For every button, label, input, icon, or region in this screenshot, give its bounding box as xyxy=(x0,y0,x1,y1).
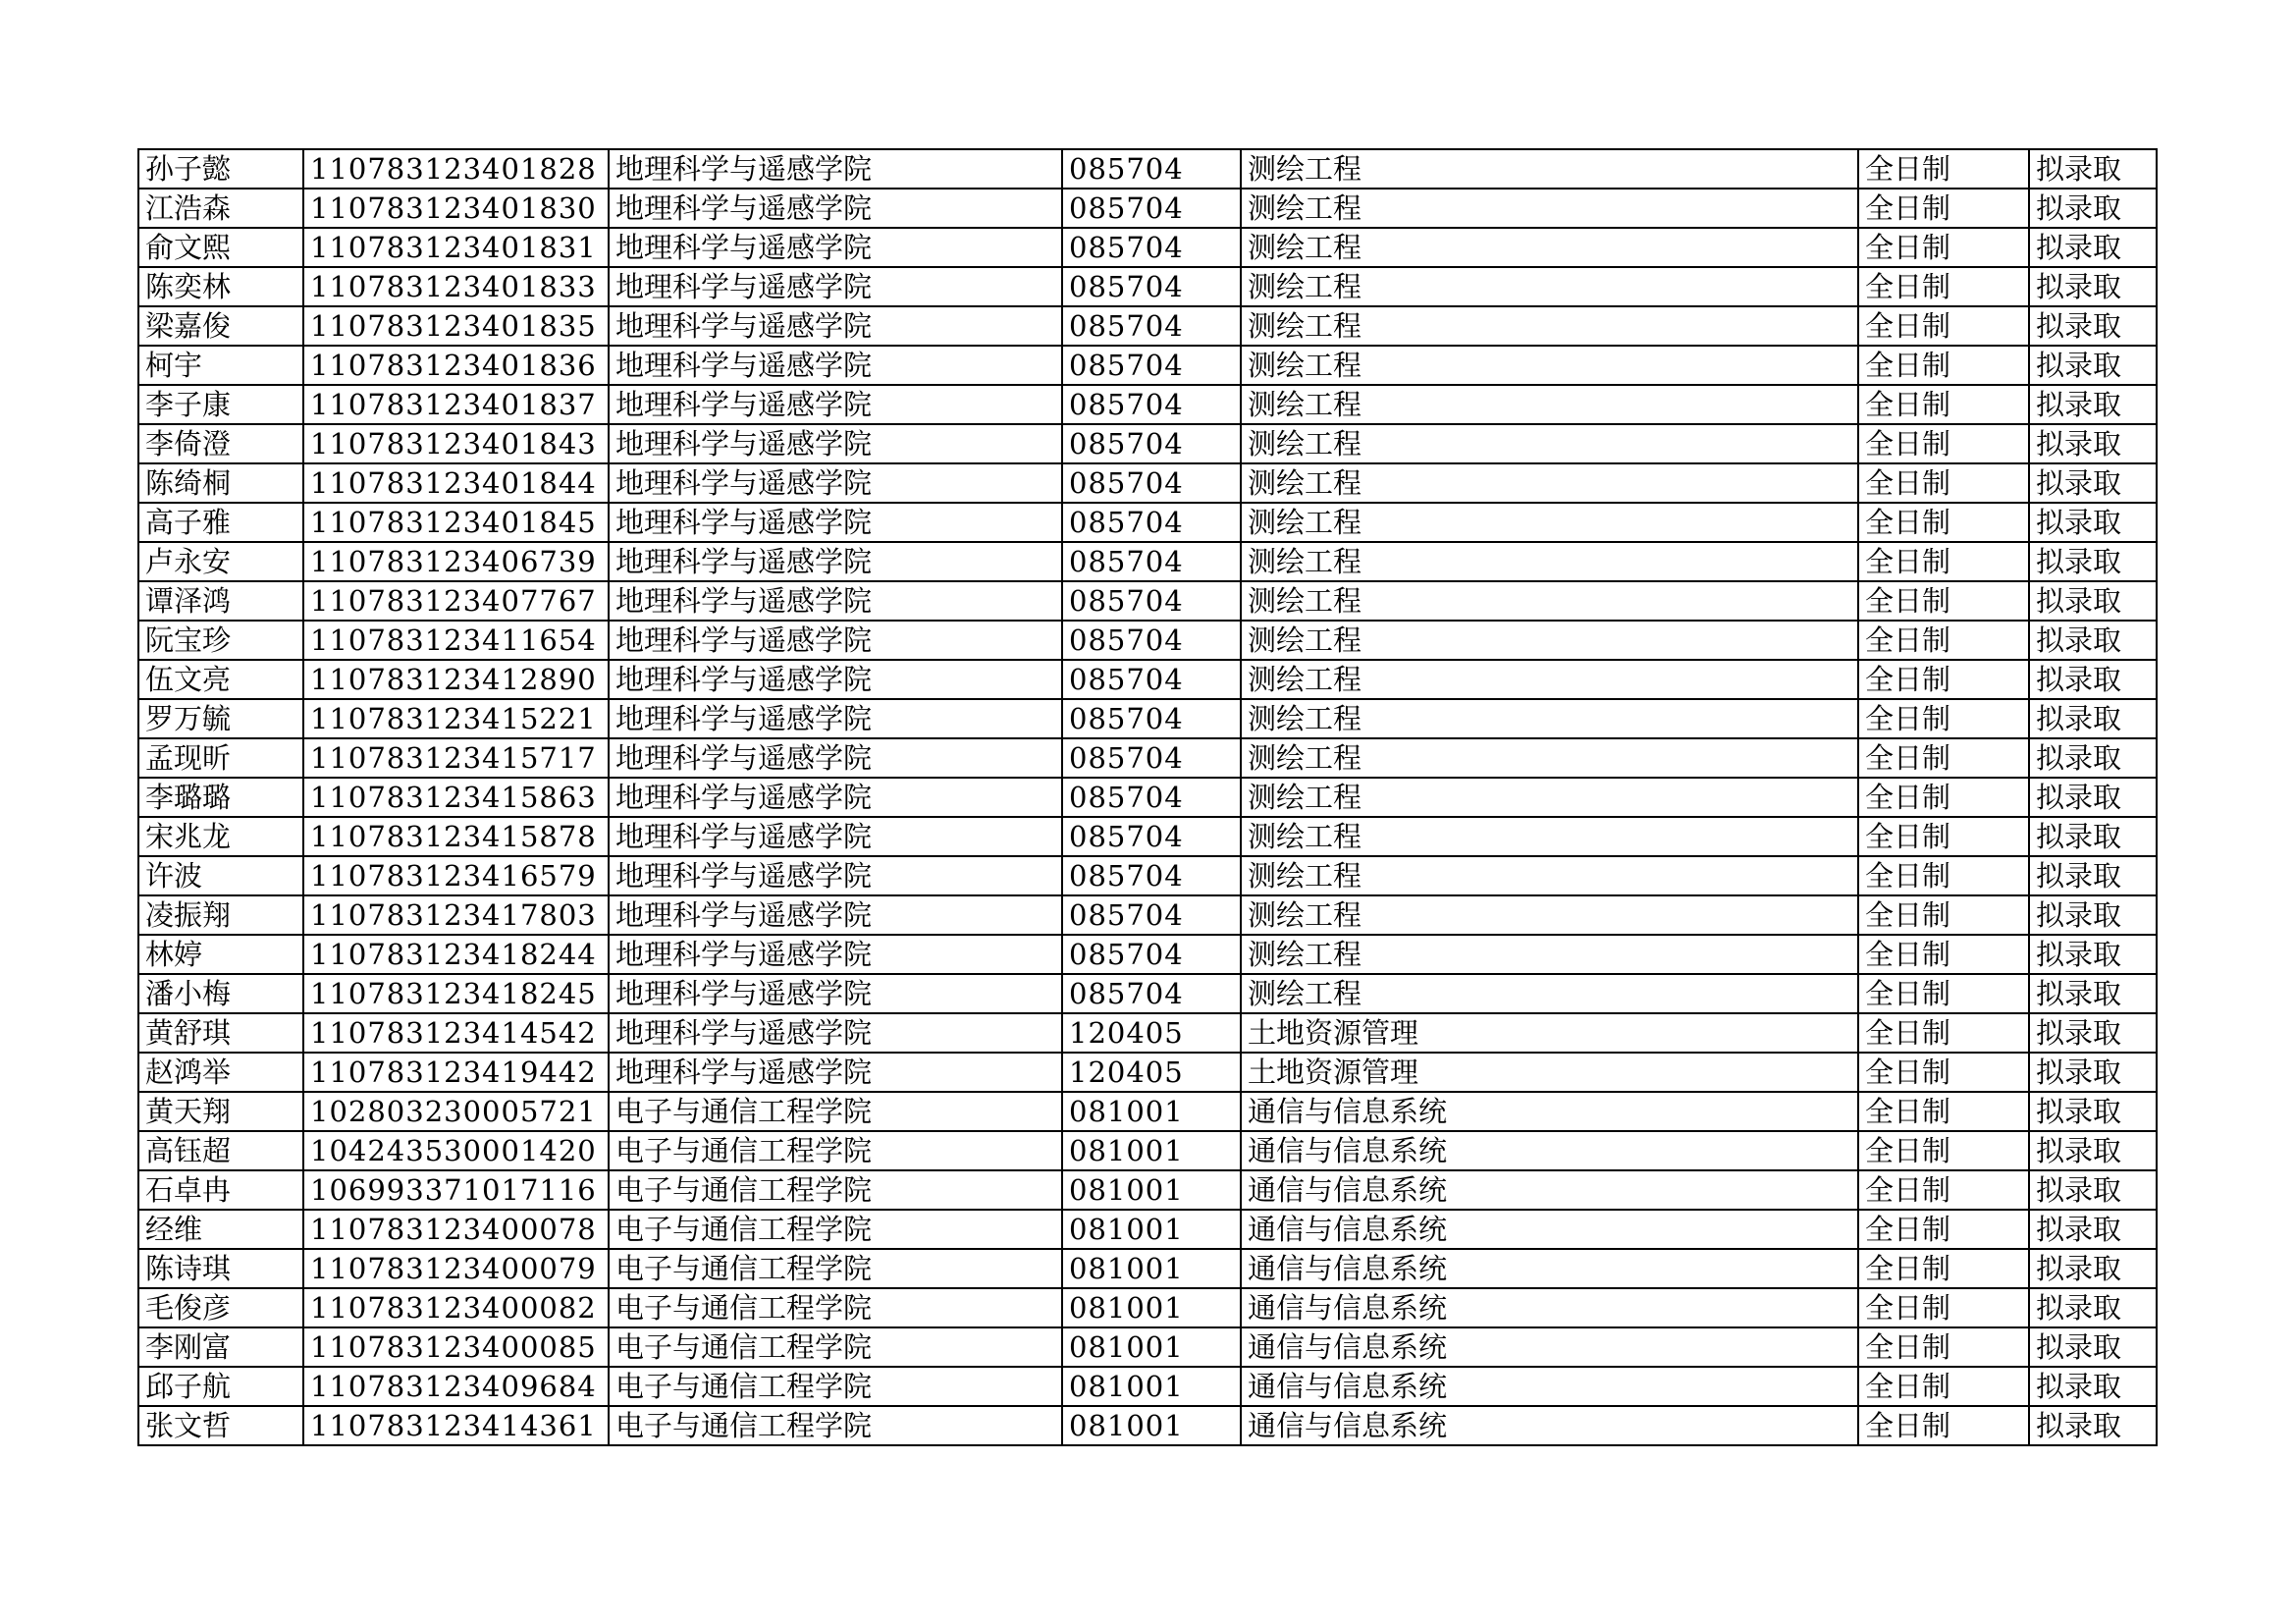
cell-exam-id: 110783123406739 xyxy=(303,542,609,581)
cell-name: 经维 xyxy=(138,1210,303,1249)
cell-college: 地理科学与遥感学院 xyxy=(609,385,1062,424)
cell-major-code: 085704 xyxy=(1062,503,1241,542)
cell-major-code: 085704 xyxy=(1062,974,1241,1013)
cell-status: 拟录取 xyxy=(2029,778,2157,817)
cell-major: 测绘工程 xyxy=(1241,228,1858,267)
cell-college: 地理科学与遥感学院 xyxy=(609,856,1062,895)
cell-status: 拟录取 xyxy=(2029,149,2157,189)
cell-status: 拟录取 xyxy=(2029,267,2157,306)
cell-major: 通信与信息系统 xyxy=(1241,1131,1858,1170)
cell-major: 通信与信息系统 xyxy=(1241,1367,1858,1406)
cell-major-code: 085704 xyxy=(1062,542,1241,581)
cell-major: 土地资源管理 xyxy=(1241,1053,1858,1092)
table-row xyxy=(138,267,2157,306)
cell-major-code: 081001 xyxy=(1062,1288,1241,1327)
cell-name: 宋兆龙 xyxy=(138,817,303,856)
cell-study-mode: 全日制 xyxy=(1858,1013,2029,1053)
cell-exam-id: 110783123416579 xyxy=(303,856,609,895)
table-row xyxy=(138,974,2157,1013)
table-row xyxy=(138,346,2157,385)
cell-exam-id: 110783123409684 xyxy=(303,1367,609,1406)
table-row xyxy=(138,463,2157,503)
cell-study-mode: 全日制 xyxy=(1858,1327,2029,1367)
cell-major-code: 081001 xyxy=(1062,1367,1241,1406)
cell-college: 地理科学与遥感学院 xyxy=(609,621,1062,660)
cell-study-mode: 全日制 xyxy=(1858,542,2029,581)
cell-study-mode: 全日制 xyxy=(1858,1053,2029,1092)
cell-major-code: 081001 xyxy=(1062,1170,1241,1210)
cell-study-mode: 全日制 xyxy=(1858,935,2029,974)
cell-college: 地理科学与遥感学院 xyxy=(609,503,1062,542)
cell-name: 凌振翔 xyxy=(138,895,303,935)
table-row xyxy=(138,1131,2157,1170)
cell-major: 通信与信息系统 xyxy=(1241,1210,1858,1249)
cell-name: 许波 xyxy=(138,856,303,895)
cell-major: 测绘工程 xyxy=(1241,660,1858,699)
table-row xyxy=(138,424,2157,463)
cell-major: 测绘工程 xyxy=(1241,189,1858,228)
cell-college: 电子与通信工程学院 xyxy=(609,1406,1062,1445)
cell-status: 拟录取 xyxy=(2029,856,2157,895)
cell-major: 测绘工程 xyxy=(1241,699,1858,738)
cell-name: 陈绮桐 xyxy=(138,463,303,503)
admission-table xyxy=(137,148,2158,1446)
table-row xyxy=(138,306,2157,346)
cell-college: 地理科学与遥感学院 xyxy=(609,149,1062,189)
cell-study-mode: 全日制 xyxy=(1858,660,2029,699)
cell-college: 地理科学与遥感学院 xyxy=(609,542,1062,581)
cell-college: 电子与通信工程学院 xyxy=(609,1131,1062,1170)
cell-status: 拟录取 xyxy=(2029,1406,2157,1445)
cell-exam-id: 110783123401835 xyxy=(303,306,609,346)
cell-exam-id: 110783123400082 xyxy=(303,1288,609,1327)
cell-study-mode: 全日制 xyxy=(1858,424,2029,463)
cell-exam-id: 110783123401843 xyxy=(303,424,609,463)
cell-major: 通信与信息系统 xyxy=(1241,1092,1858,1131)
cell-college: 地理科学与遥感学院 xyxy=(609,581,1062,621)
cell-college: 电子与通信工程学院 xyxy=(609,1170,1062,1210)
cell-exam-id: 104243530001420 xyxy=(303,1131,609,1170)
cell-major-code: 085704 xyxy=(1062,228,1241,267)
cell-study-mode: 全日制 xyxy=(1858,346,2029,385)
table-row xyxy=(138,1288,2157,1327)
cell-major-code: 085704 xyxy=(1062,778,1241,817)
cell-major-code: 081001 xyxy=(1062,1327,1241,1367)
cell-status: 拟录取 xyxy=(2029,817,2157,856)
cell-major: 测绘工程 xyxy=(1241,895,1858,935)
cell-study-mode: 全日制 xyxy=(1858,699,2029,738)
cell-study-mode: 全日制 xyxy=(1858,1210,2029,1249)
cell-study-mode: 全日制 xyxy=(1858,581,2029,621)
cell-status: 拟录取 xyxy=(2029,346,2157,385)
cell-status: 拟录取 xyxy=(2029,738,2157,778)
cell-status: 拟录取 xyxy=(2029,1288,2157,1327)
cell-name: 柯宇 xyxy=(138,346,303,385)
table-row xyxy=(138,660,2157,699)
cell-major: 测绘工程 xyxy=(1241,346,1858,385)
cell-exam-id: 110783123401845 xyxy=(303,503,609,542)
cell-status: 拟录取 xyxy=(2029,1092,2157,1131)
cell-major: 通信与信息系统 xyxy=(1241,1170,1858,1210)
cell-major: 通信与信息系统 xyxy=(1241,1406,1858,1445)
cell-study-mode: 全日制 xyxy=(1858,1092,2029,1131)
table-row xyxy=(138,778,2157,817)
cell-name: 陈诗琪 xyxy=(138,1249,303,1288)
table-row xyxy=(138,856,2157,895)
cell-major-code: 120405 xyxy=(1062,1053,1241,1092)
cell-exam-id: 110783123401844 xyxy=(303,463,609,503)
cell-major-code: 085704 xyxy=(1062,385,1241,424)
cell-name: 张文哲 xyxy=(138,1406,303,1445)
cell-name: 李刚富 xyxy=(138,1327,303,1367)
cell-study-mode: 全日制 xyxy=(1858,189,2029,228)
cell-study-mode: 全日制 xyxy=(1858,149,2029,189)
cell-college: 地理科学与遥感学院 xyxy=(609,228,1062,267)
cell-study-mode: 全日制 xyxy=(1858,385,2029,424)
cell-name: 李子康 xyxy=(138,385,303,424)
table-row xyxy=(138,503,2157,542)
cell-exam-id: 106993371017116 xyxy=(303,1170,609,1210)
cell-major: 测绘工程 xyxy=(1241,974,1858,1013)
cell-study-mode: 全日制 xyxy=(1858,306,2029,346)
cell-status: 拟录取 xyxy=(2029,974,2157,1013)
cell-study-mode: 全日制 xyxy=(1858,463,2029,503)
cell-status: 拟录取 xyxy=(2029,385,2157,424)
cell-status: 拟录取 xyxy=(2029,699,2157,738)
cell-college: 地理科学与遥感学院 xyxy=(609,778,1062,817)
cell-name: 毛俊彦 xyxy=(138,1288,303,1327)
cell-name: 潘小梅 xyxy=(138,974,303,1013)
cell-name: 谭泽鸿 xyxy=(138,581,303,621)
cell-college: 电子与通信工程学院 xyxy=(609,1092,1062,1131)
cell-major: 测绘工程 xyxy=(1241,463,1858,503)
cell-name: 黄天翔 xyxy=(138,1092,303,1131)
cell-exam-id: 110783123412890 xyxy=(303,660,609,699)
cell-name: 石卓冉 xyxy=(138,1170,303,1210)
cell-exam-id: 110783123415878 xyxy=(303,817,609,856)
table-row xyxy=(138,935,2157,974)
cell-major-code: 085704 xyxy=(1062,149,1241,189)
cell-college: 地理科学与遥感学院 xyxy=(609,974,1062,1013)
cell-major-code: 085704 xyxy=(1062,424,1241,463)
cell-major: 测绘工程 xyxy=(1241,503,1858,542)
cell-study-mode: 全日制 xyxy=(1858,738,2029,778)
cell-exam-id: 110783123401833 xyxy=(303,267,609,306)
cell-exam-id: 110783123411654 xyxy=(303,621,609,660)
table-row xyxy=(138,817,2157,856)
cell-major-code: 085704 xyxy=(1062,463,1241,503)
cell-major: 通信与信息系统 xyxy=(1241,1327,1858,1367)
cell-study-mode: 全日制 xyxy=(1858,974,2029,1013)
cell-name: 俞文熙 xyxy=(138,228,303,267)
table-row xyxy=(138,621,2157,660)
cell-college: 电子与通信工程学院 xyxy=(609,1288,1062,1327)
cell-study-mode: 全日制 xyxy=(1858,1170,2029,1210)
cell-study-mode: 全日制 xyxy=(1858,1288,2029,1327)
cell-study-mode: 全日制 xyxy=(1858,1131,2029,1170)
cell-major-code: 085704 xyxy=(1062,621,1241,660)
table-row xyxy=(138,228,2157,267)
cell-exam-id: 110783123418245 xyxy=(303,974,609,1013)
cell-major: 测绘工程 xyxy=(1241,267,1858,306)
table-row xyxy=(138,1092,2157,1131)
cell-major: 测绘工程 xyxy=(1241,856,1858,895)
cell-status: 拟录取 xyxy=(2029,660,2157,699)
cell-major-code: 085704 xyxy=(1062,346,1241,385)
cell-status: 拟录取 xyxy=(2029,895,2157,935)
cell-college: 地理科学与遥感学院 xyxy=(609,1013,1062,1053)
cell-major-code: 081001 xyxy=(1062,1131,1241,1170)
cell-major-code: 120405 xyxy=(1062,1013,1241,1053)
cell-college: 地理科学与遥感学院 xyxy=(609,267,1062,306)
cell-status: 拟录取 xyxy=(2029,621,2157,660)
cell-major-code: 081001 xyxy=(1062,1249,1241,1288)
cell-status: 拟录取 xyxy=(2029,503,2157,542)
cell-name: 陈奕林 xyxy=(138,267,303,306)
cell-major-code: 085704 xyxy=(1062,738,1241,778)
cell-study-mode: 全日制 xyxy=(1858,228,2029,267)
cell-college: 地理科学与遥感学院 xyxy=(609,463,1062,503)
cell-name: 赵鸿举 xyxy=(138,1053,303,1092)
cell-college: 地理科学与遥感学院 xyxy=(609,189,1062,228)
cell-name: 江浩森 xyxy=(138,189,303,228)
cell-status: 拟录取 xyxy=(2029,1170,2157,1210)
cell-major: 测绘工程 xyxy=(1241,542,1858,581)
cell-major: 测绘工程 xyxy=(1241,424,1858,463)
cell-name: 孙子懿 xyxy=(138,149,303,189)
cell-exam-id: 102803230005721 xyxy=(303,1092,609,1131)
cell-major-code: 081001 xyxy=(1062,1210,1241,1249)
cell-college: 地理科学与遥感学院 xyxy=(609,895,1062,935)
table-row xyxy=(138,581,2157,621)
table-row xyxy=(138,1406,2157,1445)
table-row xyxy=(138,738,2157,778)
cell-exam-id: 110783123414542 xyxy=(303,1013,609,1053)
cell-major: 测绘工程 xyxy=(1241,935,1858,974)
cell-name: 卢永安 xyxy=(138,542,303,581)
cell-status: 拟录取 xyxy=(2029,1367,2157,1406)
cell-study-mode: 全日制 xyxy=(1858,503,2029,542)
cell-study-mode: 全日制 xyxy=(1858,817,2029,856)
cell-college: 地理科学与遥感学院 xyxy=(609,346,1062,385)
cell-name: 邱子航 xyxy=(138,1367,303,1406)
table-row xyxy=(138,1249,2157,1288)
cell-exam-id: 110783123400078 xyxy=(303,1210,609,1249)
table-row xyxy=(138,1013,2157,1053)
cell-college: 地理科学与遥感学院 xyxy=(609,699,1062,738)
table-row xyxy=(138,1053,2157,1092)
cell-college: 地理科学与遥感学院 xyxy=(609,1053,1062,1092)
cell-college: 地理科学与遥感学院 xyxy=(609,424,1062,463)
cell-status: 拟录取 xyxy=(2029,463,2157,503)
cell-status: 拟录取 xyxy=(2029,1327,2157,1367)
cell-name: 李倚澄 xyxy=(138,424,303,463)
table-row xyxy=(138,149,2157,189)
cell-exam-id: 110783123407767 xyxy=(303,581,609,621)
cell-study-mode: 全日制 xyxy=(1858,1249,2029,1288)
cell-exam-id: 110783123401830 xyxy=(303,189,609,228)
cell-name: 梁嘉俊 xyxy=(138,306,303,346)
cell-status: 拟录取 xyxy=(2029,1013,2157,1053)
cell-major: 测绘工程 xyxy=(1241,306,1858,346)
cell-status: 拟录取 xyxy=(2029,424,2157,463)
cell-major-code: 085704 xyxy=(1062,660,1241,699)
cell-study-mode: 全日制 xyxy=(1858,1406,2029,1445)
cell-college: 电子与通信工程学院 xyxy=(609,1249,1062,1288)
table-row xyxy=(138,189,2157,228)
cell-exam-id: 110783123418244 xyxy=(303,935,609,974)
cell-major-code: 085704 xyxy=(1062,935,1241,974)
cell-study-mode: 全日制 xyxy=(1858,778,2029,817)
cell-exam-id: 110783123415221 xyxy=(303,699,609,738)
cell-name: 李璐璐 xyxy=(138,778,303,817)
cell-major: 测绘工程 xyxy=(1241,621,1858,660)
cell-college: 地理科学与遥感学院 xyxy=(609,935,1062,974)
cell-college: 电子与通信工程学院 xyxy=(609,1367,1062,1406)
cell-status: 拟录取 xyxy=(2029,1210,2157,1249)
cell-college: 地理科学与遥感学院 xyxy=(609,306,1062,346)
table-row xyxy=(138,542,2157,581)
cell-major: 土地资源管理 xyxy=(1241,1013,1858,1053)
table-row xyxy=(138,1210,2157,1249)
cell-name: 高钰超 xyxy=(138,1131,303,1170)
cell-college: 电子与通信工程学院 xyxy=(609,1210,1062,1249)
cell-college: 地理科学与遥感学院 xyxy=(609,817,1062,856)
cell-major-code: 081001 xyxy=(1062,1406,1241,1445)
cell-exam-id: 110783123401836 xyxy=(303,346,609,385)
cell-major-code: 085704 xyxy=(1062,189,1241,228)
cell-status: 拟录取 xyxy=(2029,1053,2157,1092)
cell-exam-id: 110783123419442 xyxy=(303,1053,609,1092)
cell-name: 罗万毓 xyxy=(138,699,303,738)
table-row xyxy=(138,895,2157,935)
cell-study-mode: 全日制 xyxy=(1858,856,2029,895)
cell-major-code: 085704 xyxy=(1062,699,1241,738)
cell-status: 拟录取 xyxy=(2029,935,2157,974)
cell-major-code: 085704 xyxy=(1062,856,1241,895)
cell-exam-id: 110783123401837 xyxy=(303,385,609,424)
cell-major-code: 085704 xyxy=(1062,895,1241,935)
table-row xyxy=(138,1327,2157,1367)
table-body xyxy=(138,149,2157,1445)
cell-name: 孟现昕 xyxy=(138,738,303,778)
cell-exam-id: 110783123400085 xyxy=(303,1327,609,1367)
cell-name: 伍文亮 xyxy=(138,660,303,699)
cell-study-mode: 全日制 xyxy=(1858,267,2029,306)
table-row xyxy=(138,1367,2157,1406)
cell-exam-id: 110783123401831 xyxy=(303,228,609,267)
cell-status: 拟录取 xyxy=(2029,306,2157,346)
cell-status: 拟录取 xyxy=(2029,542,2157,581)
cell-name: 高子雅 xyxy=(138,503,303,542)
cell-college: 地理科学与遥感学院 xyxy=(609,738,1062,778)
cell-major-code: 085704 xyxy=(1062,267,1241,306)
cell-status: 拟录取 xyxy=(2029,228,2157,267)
cell-major: 通信与信息系统 xyxy=(1241,1288,1858,1327)
cell-college: 地理科学与遥感学院 xyxy=(609,660,1062,699)
cell-name: 黄舒琪 xyxy=(138,1013,303,1053)
table-row xyxy=(138,699,2157,738)
cell-exam-id: 110783123400079 xyxy=(303,1249,609,1288)
cell-major: 测绘工程 xyxy=(1241,778,1858,817)
cell-name: 林婷 xyxy=(138,935,303,974)
cell-major: 测绘工程 xyxy=(1241,149,1858,189)
cell-major: 测绘工程 xyxy=(1241,581,1858,621)
cell-major-code: 085704 xyxy=(1062,817,1241,856)
cell-status: 拟录取 xyxy=(2029,581,2157,621)
cell-status: 拟录取 xyxy=(2029,1131,2157,1170)
cell-major: 测绘工程 xyxy=(1241,385,1858,424)
cell-exam-id: 110783123414361 xyxy=(303,1406,609,1445)
cell-study-mode: 全日制 xyxy=(1858,621,2029,660)
cell-college: 电子与通信工程学院 xyxy=(609,1327,1062,1367)
cell-exam-id: 110783123415717 xyxy=(303,738,609,778)
cell-status: 拟录取 xyxy=(2029,189,2157,228)
cell-exam-id: 110783123417803 xyxy=(303,895,609,935)
cell-status: 拟录取 xyxy=(2029,1249,2157,1288)
table-row xyxy=(138,1170,2157,1210)
cell-study-mode: 全日制 xyxy=(1858,1367,2029,1406)
cell-major: 通信与信息系统 xyxy=(1241,1249,1858,1288)
cell-study-mode: 全日制 xyxy=(1858,895,2029,935)
table-row xyxy=(138,385,2157,424)
cell-major: 测绘工程 xyxy=(1241,817,1858,856)
cell-major-code: 085704 xyxy=(1062,306,1241,346)
cell-exam-id: 110783123401828 xyxy=(303,149,609,189)
cell-exam-id: 110783123415863 xyxy=(303,778,609,817)
cell-major: 测绘工程 xyxy=(1241,738,1858,778)
cell-major-code: 085704 xyxy=(1062,581,1241,621)
cell-major-code: 081001 xyxy=(1062,1092,1241,1131)
cell-name: 阮宝珍 xyxy=(138,621,303,660)
